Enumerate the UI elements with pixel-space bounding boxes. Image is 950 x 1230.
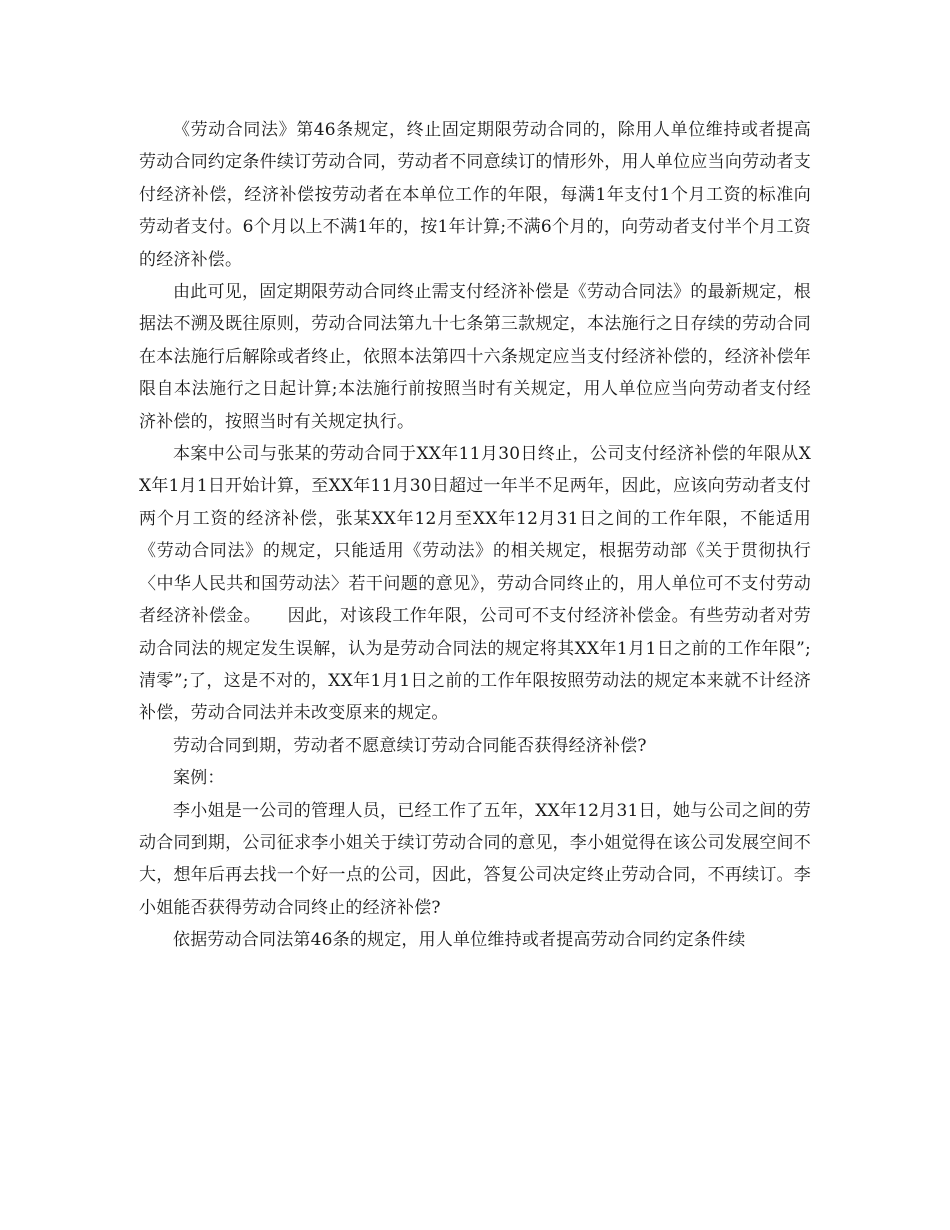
paragraph-question-heading: 劳动合同到期，劳动者不愿意续订劳动合同能否获得经济补偿? <box>173 735 647 756</box>
paragraph-case-description: 李小姐是一公司的管理人员，已经工作了五年，XX年12月31日，她与公司之间的劳动合同到期，公司征求李小姐关于续订劳动合同的意见，李小姐觉得在该公司发展空间不大，想年后再去找一个好一点的公司，因此，答复公司决定终止劳动合同，不再续订。李小姐能否获得劳动合同终止的经济补偿? <box>139 800 811 918</box>
document-page <box>139 114 811 957</box>
paragraph-case-analysis: 本案中公司与张某的劳动合同于XX年11月30日终止，公司支付经济补偿的年限从XX年1月1日开始计算，至XX年11月30日超过一年半不足两年，因此，应该向劳动者支付两个月工资的经济补偿，张某XX年12月至XX年12月31日之间的工作年限，不能适用《劳动合同法》的规定，只能适用《劳动法》的相关规定，根据劳动部《关于贯彻执行〈中华人民共和国劳动法〉若干问题的意见》，劳动合同终止的，用人单位可不支付劳动者经济补偿金。 因此，对该段工作年限，公司可不支付经济补偿金。有些劳动者对劳动合同法的规定发生误解，认为是劳动合同法的规定将其XX年1月1日之前的工作年限”;清零”;了，这是不对的，XX年1月1日之前的工作年限按照劳动法的规定本来就不计经济补偿，劳动合同法并未改变原来的规定。 <box>139 444 811 724</box>
paragraph-basis: 依据劳动合同法第46条的规定，用人单位维持或者提高劳动合同约定条件续 <box>173 930 746 951</box>
paragraph-article-46: 《劳动合同法》第46条规定，终止固定期限劳动合同的，除用人单位维持或者提高劳动合同约定条件续订劳动合同，劳动者不同意续订的情形外，用人单位应当向劳动者支付经济补偿，经济补偿按劳动者在本单位工作的年限，每满1年支付1个月工资的标准向劳动者支付。6个月以上不满1年的，按1年计算;不满6个月的，向劳动者支付半个月工资的经济补偿。 <box>139 120 811 270</box>
paragraph-case-label: 案例： <box>173 768 225 789</box>
paragraph-non-retroactivity: 由此可见，固定期限劳动合同终止需支付经济补偿是《劳动合同法》的最新规定，根据法不溯及既往原则，劳动合同法第九十七条第三款规定，本法施行之日存续的劳动合同在本法施行后解除或者终止，依照本法第四十六条规定应当支付经济补偿的，经济补偿年限自本法施行之日起计算;本法施行前按照当时有关规定，用人单位应当向劳动者支付经济补偿的，按照当时有关规定执行。 <box>139 282 811 432</box>
